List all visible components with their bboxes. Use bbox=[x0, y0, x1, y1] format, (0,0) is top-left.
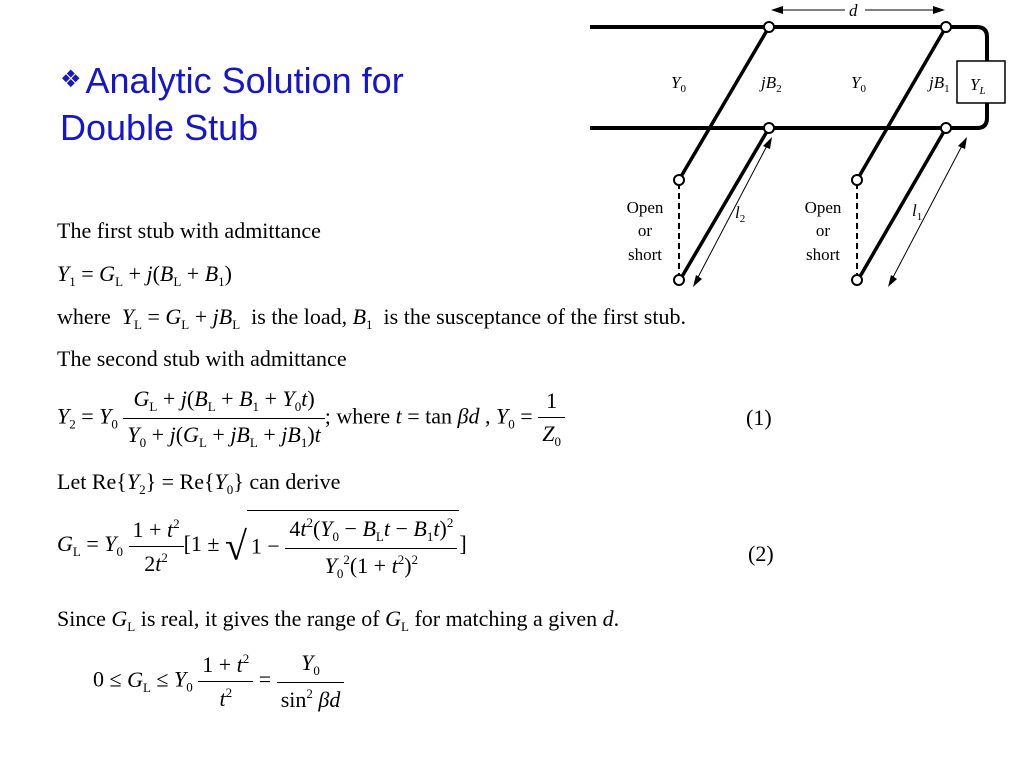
load-label: $Y_L$ bbox=[970, 75, 986, 97]
node-stub2-end-top bbox=[674, 175, 684, 185]
jb2-label: $jB_2$ bbox=[761, 73, 782, 95]
first-stub-text: The first stub with admittance bbox=[57, 218, 321, 243]
stub2-upper bbox=[679, 27, 769, 180]
double-stub-diagram bbox=[585, 0, 1015, 300]
slide-title bbox=[60, 56, 490, 151]
svg-text:Open: Open bbox=[626, 198, 664, 217]
y2-equation: $Y_2 = Y_0$ $\frac{G_L + j(B_L + B_1 + Y_0t)}{Y_0 + j(G_L + jB_L + jB_1)t}$ ; where t = tan βd , $Y_0$ = $\frac{1}{Z_0}$ bbox=[57, 386, 565, 451]
node-stub1-end-bottom bbox=[852, 275, 862, 285]
gl-equation: $G_L = Y_0$ $\frac{1 + t^2}{2t^2}$ [1 ± √ 1 − $\frac{4t^2(Y_0 - B_Lt - B_1t)^2}{Y_0^2(1 + t^2)^2}$ ] bbox=[57, 510, 467, 582]
svg-text:short: short bbox=[806, 245, 840, 264]
node-top-1 bbox=[764, 22, 774, 32]
radical: √ 1 − $\frac{4t^2(Y_0 - B_Lt - B_1t)^2}{Y_0^2(1 + t^2)^2}$ bbox=[225, 510, 459, 582]
node-stub2-end-bottom bbox=[674, 275, 684, 285]
d-arrow-right bbox=[933, 6, 945, 14]
y0-right-label: $Y_0$ bbox=[851, 73, 866, 95]
eq1-number: (1) bbox=[746, 405, 772, 430]
svg-text:Open: Open bbox=[804, 198, 842, 217]
stub2-lower bbox=[680, 128, 769, 280]
y2-fraction: $\frac{G_L + j(B_L + B_1 + Y_0t)}{Y_0 + j(G_L + jB_L + jB_1)t}$ bbox=[123, 386, 324, 451]
y1-equation: $Y_1 = G_L + j(B_L + B_1)$ bbox=[57, 261, 232, 289]
y0-left-label: $Y_0$ bbox=[671, 73, 686, 95]
since-line: Since $G_L$ is real, it gives the range of $G_L$ for matching a given d. bbox=[57, 606, 620, 634]
l1-arrow-head-top bbox=[958, 137, 967, 149]
diamond-bullet-icon: ❖ bbox=[60, 65, 82, 93]
stub2-termination-label bbox=[627, 198, 664, 264]
where-load-line: where $Y_L = G_L + jB_L$ is the load, $B_1$ is the susceptance of the first stub. bbox=[57, 304, 686, 332]
y0-fraction: $\frac{1}{Z_0}$ bbox=[538, 388, 565, 450]
svg-text:or: or bbox=[815, 221, 831, 240]
top-line bbox=[590, 27, 987, 128]
stub1-termination-label bbox=[805, 198, 842, 264]
stub1-lower bbox=[858, 128, 946, 280]
eq2-number: (2) bbox=[748, 541, 774, 566]
node-bottom-2 bbox=[941, 123, 951, 133]
d-label: d bbox=[849, 1, 858, 20]
node-bottom-1 bbox=[764, 123, 774, 133]
title-line-2: Double Stub bbox=[60, 107, 259, 148]
svg-text:short: short bbox=[628, 245, 662, 264]
node-top-2 bbox=[941, 22, 951, 32]
node-stub1-end-top bbox=[852, 175, 862, 185]
title-line-1: Analytic Solution for bbox=[85, 60, 404, 101]
l2-arrow-head-bottom bbox=[693, 275, 702, 287]
let-re-line: Let $Re\{Y_2\} = Re\{Y_0\}$ can derive bbox=[57, 469, 341, 497]
l1-label: $l_1$ bbox=[912, 201, 923, 223]
stub1-upper bbox=[857, 27, 946, 180]
jb1-label: $jB_1$ bbox=[929, 73, 950, 95]
d-arrow-left bbox=[771, 6, 783, 14]
gl-range-inequality: $0 \le G_L \le Y_0$ $\frac{1 + t^2}{t^2}$ = $\frac{Y_0}{\sin^2 \beta d}$ bbox=[93, 650, 344, 713]
l2-arrow-line bbox=[695, 140, 770, 283]
l2-label: $l_2$ bbox=[735, 203, 746, 225]
svg-text:or: or bbox=[637, 221, 653, 240]
second-stub-text: The second stub with admittance bbox=[57, 346, 347, 371]
l1-arrow-head-bottom bbox=[888, 275, 897, 287]
